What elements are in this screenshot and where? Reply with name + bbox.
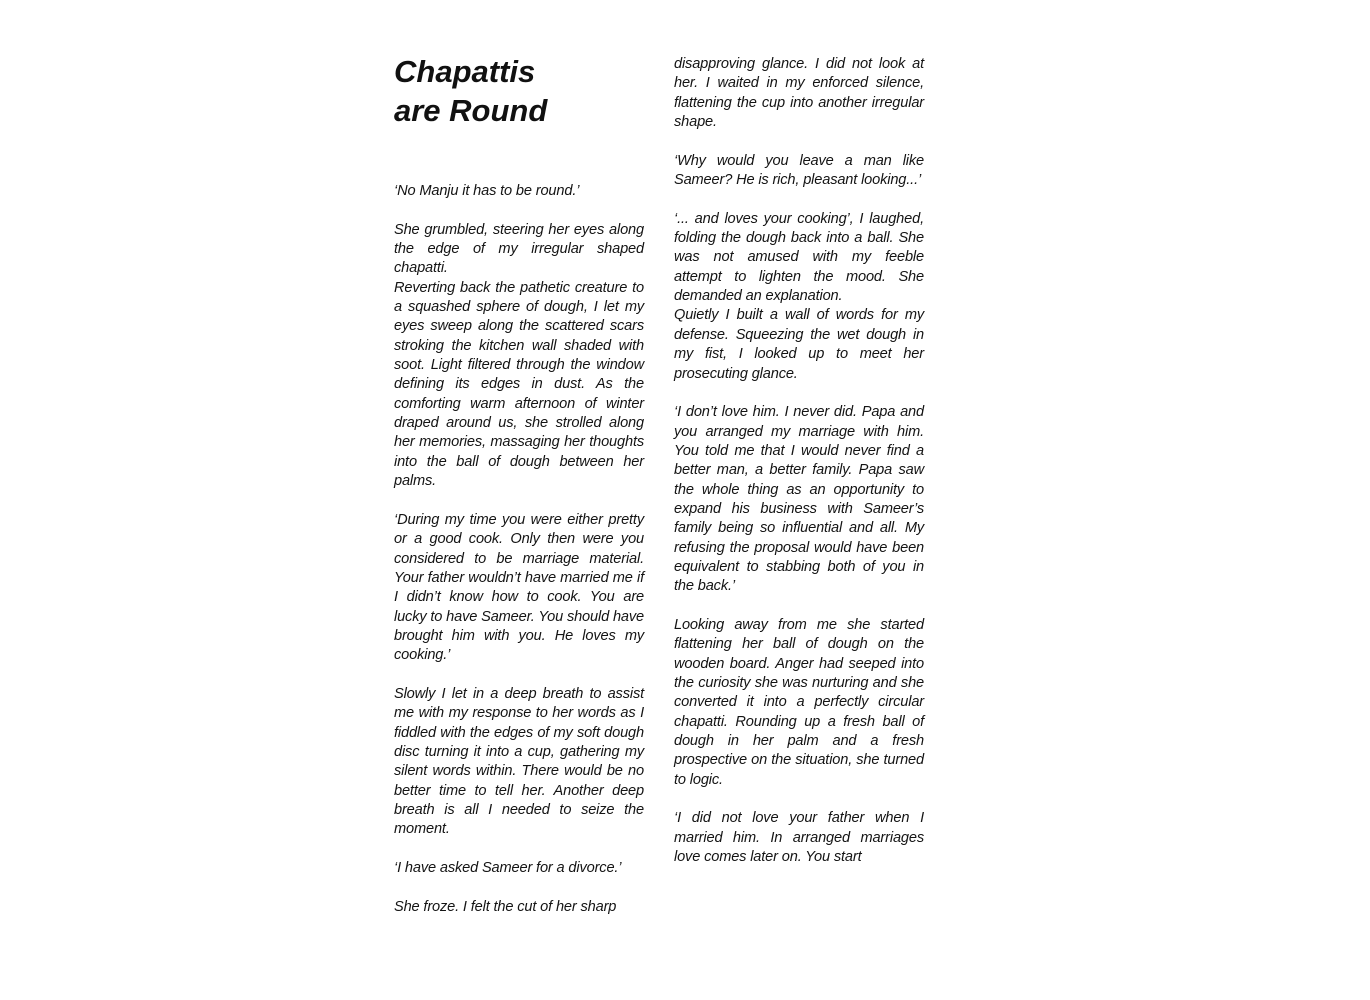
- paragraph: disapproving glance. I did not look at her. I waited in my enforced silence, flattening the cup into another irregular shape.: [674, 56, 924, 131]
- paragraph: Looking away from me she started flattening her ball of dough on the wooden board. Anger had seeped into the curiosity she was nurturing and she converted it into a perfectly circular chapatti. Rounding up a fresh ball of dough in her palm and a fresh prospective on the situation, she turned to logic.: [674, 616, 924, 788]
- paragraph: ‘Why would you leave a man like Sameer? He is rich, pleasant looking...’: [674, 152, 924, 189]
- paragraph: She froze. I felt the cut of her sharp: [394, 898, 617, 915]
- story-title: [394, 52, 654, 130]
- paragraph: ‘During my time you were either pretty or a good cook. Only then were you considered to be marriage material. Your father wouldn’t have married me if I didn’t know how to cook. You are lucky to have Sameer. You should have brought him with you. He loves my cooking.’: [394, 511, 645, 664]
- text-column-right: [674, 55, 924, 867]
- paragraph: ‘I don’t love him. I never did. Papa and you arranged my marriage with him. You told me that I would never find a better man, a better family. Papa saw the whole thing as an opportunity to expand his business with Sameer’s family being so influential and all. My refusing the proposal would have been equivalent to stabbing both of you in the back.’: [674, 404, 924, 595]
- paragraph: ‘No Manju it has to be round.’: [394, 183, 580, 199]
- paragraph: ‘I have asked Sameer for a divorce.’: [394, 860, 622, 877]
- paragraph: ‘I did not love your father when I married him. In arranged marriages love comes later on. You start: [674, 810, 924, 866]
- paragraph: Quietly I built a wall of words for my defense. Squeezing the wet dough in my fist, I looked up to meet her prosecuting glance.: [674, 307, 924, 382]
- paragraph: Reverting back the pathetic creature to a squashed sphere of dough, I let my eyes sweep along the scattered scars stroking the kitchen wall shaded with soot. Light filtered through the window defining its edges in dust. As the comforting warm afternoon of winter draped around us, she strolled along her memories, massaging her thoughts into the ball of dough between her palms.: [394, 279, 644, 490]
- story-title-line-2: are Round: [394, 93, 548, 128]
- paragraph: ‘... and loves your cooking’, I laughed, folding the dough back into a ball. She was not amused with my feeble attempt to lighten the mood. She demanded an explanation.: [674, 210, 924, 305]
- text-column-left: [394, 182, 644, 917]
- story-title-line-1: Chapattis: [394, 54, 536, 89]
- paragraph: Slowly I let in a deep breath to assist me with my response to her words as I fiddled with the edges of my soft dough disc turning it into a cup, gathering my silent words within. There would be no better time to tell her. Another deep breath is all I needed to seize the moment.: [394, 685, 644, 838]
- paragraph: She grumbled, steering her eyes along the edge of my irregular shaped chapatti.: [394, 221, 644, 277]
